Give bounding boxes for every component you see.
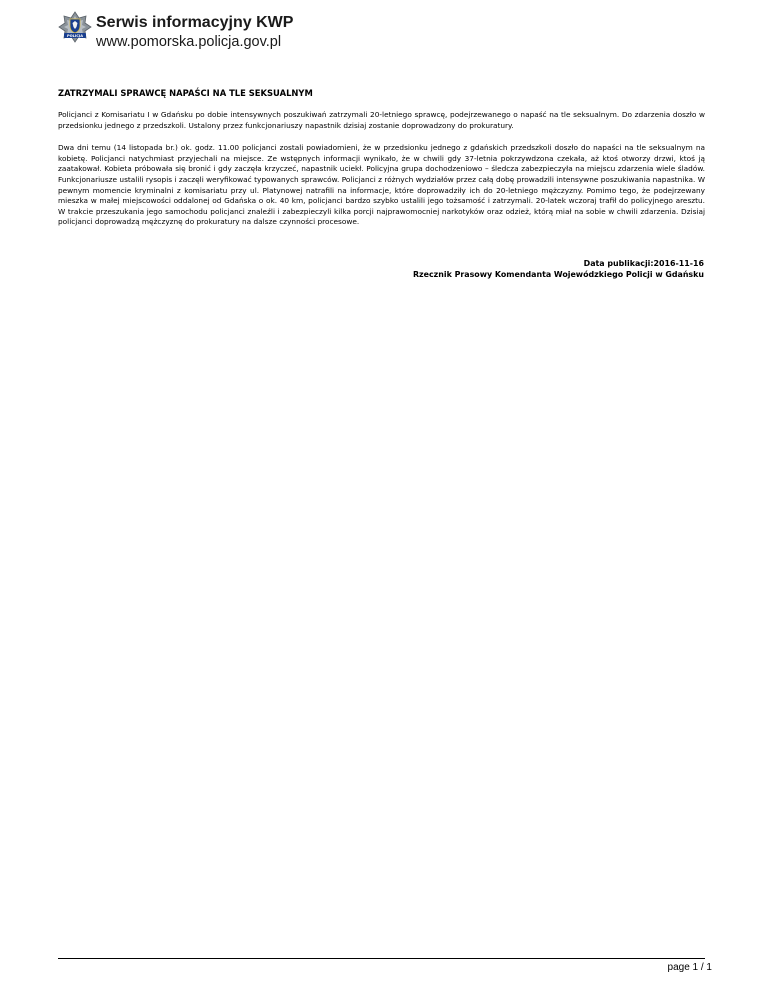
article-body: Dwa dni temu (14 listopada br.) ok. godz. 11.00 policjanci zostali powiadomieni, że w przedsionku jednego z gdańskich przedszkoli doszło do napaści na tle seksualnym na kobietę. Policjanci natychmiast przyjechali na miejsce. Ze wstępnych informacji wynikało, że w chwili gdy 37-letnia pokrzywdzona czekała, aż ktoś otworzy drzwi, ktoś ją zaatakował. Kobieta próbowała się bronić i gdy zaczęła krzyczeć, napastnik uciekł. Policyjna grupa dochodzeniowo – śledcza zabezpieczyła na miejscu zdarzenia wiele śladów. Funkcjonariusze ustalili rysopis i zaczęli weryfikować typowanych sprawców. Policjanci z różnych wydziałów przez całą dobę prowadzili intensywne poszukiwania napastnika. W pewnym momencie kryminalni z komisariatu przy ul. Platynowej natrafili na informacje, które doprowadziły ich do 20-letniego mężczyzny. Pomimo tego, że podejrzewany mieszka w małej miejscowości oddalonej od Gdańska o ok. 40 km, policjanci bardzo szybko ustalili jego tożsamość i zatrzymali. 20-latek wczoraj trafił do policyjnego aresztu. W trakcie przeszukania jego samochodu policjanci znaleźli i zabezpieczyli kilka porcji najprawomocniej narkotyków oraz odzież, którą miał na sobie w chwili zdarzenia. Dzisiaj policjanci doprowadzą mężczyznę do prokuratury na dalsze czynności procesowe. [58, 143, 705, 227]
article [58, 88, 705, 228]
footer-divider [58, 958, 705, 959]
site-header [58, 11, 458, 55]
site-url: www.pomorska.policja.gov.pl [96, 34, 282, 50]
publication-date: Data publikacji:2016-11-16 [583, 259, 704, 268]
article-author: Rzecznik Prasowy Komendanta Wojewódzkiego Policji w Gdańsku [412, 269, 704, 279]
page-number: page 1 / 1 [667, 962, 712, 973]
site-title: Serwis informacyjny KWP [96, 14, 294, 31]
logo-text: POLICJA [66, 34, 84, 38]
article-headline: ZATRZYMALI SPRAWCĘ NAPAŚCI NA TLE SEKSUALNYM [58, 88, 313, 98]
article-lead: Policjanci z Komisariatu I w Gdańsku po dobie intensywnych poszukiwań zatrzymali 20-letniego sprawcę, podejrzewanego o napaść na tle seksualnym. Do zdarzenia doszło w przedsionku jednego z przedszkoli. Ustalony przez funkcjonariuszy napastnik dzisiaj zostanie doprowadzony do prokuratury. [58, 110, 705, 130]
police-star-badge-icon [58, 11, 92, 55]
publication-info [413, 259, 704, 280]
